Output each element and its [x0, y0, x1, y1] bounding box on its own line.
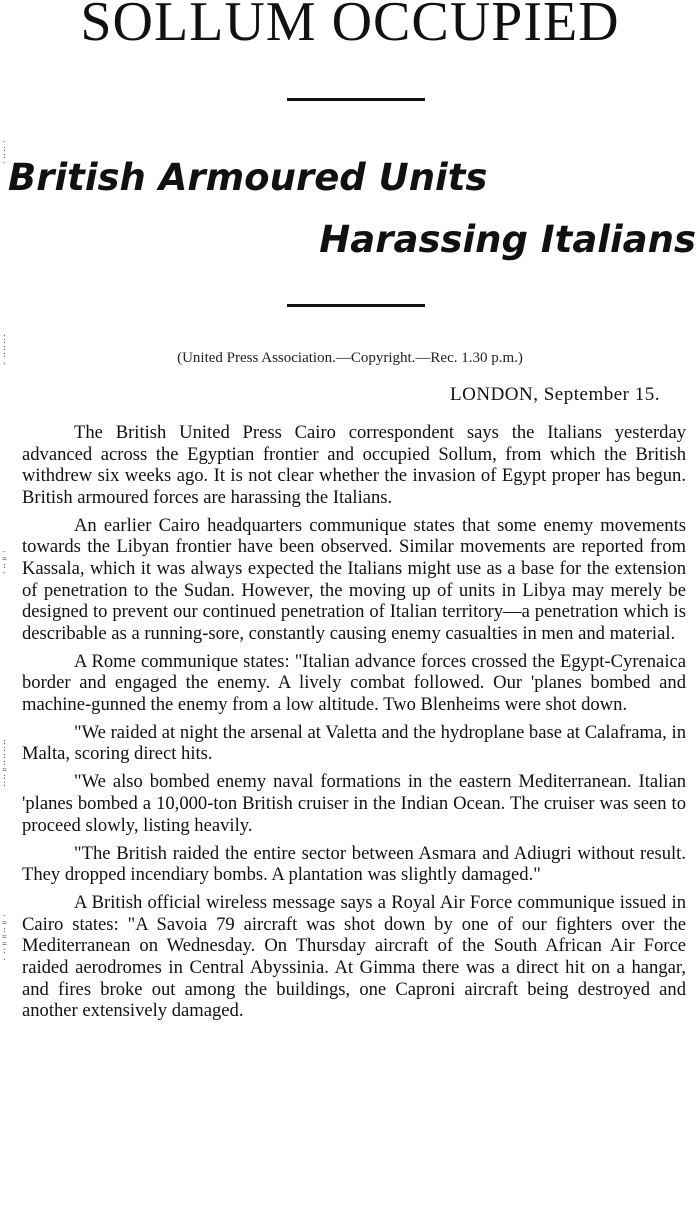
subheadline-line-1: British Armoured Units	[8, 156, 488, 199]
margin-scan-marks: - = : = = : .	[2, 911, 7, 962]
margin-scan-marks: - : : -	[2, 137, 7, 167]
subheadline-divider	[287, 304, 425, 307]
paragraph: An earlier Cairo headquarters communique states that some enemy movements towards the Libyan frontier have been observed. Similar movements are reported from Kassala, which it was always expected the Italians might use as a base for the extension of penetration to the Sudan. However, the moving up of units in Libya may merely be designed to prevent our continued penetration of Italian territory—a penetration which is describable as a running-sore, constantly causing enemy casualties in men and material.	[22, 514, 686, 644]
margin-scan-marks: - = : -	[2, 547, 7, 577]
wire-credit: (United Press Association.—Copyright.—Rec. 1.30 p.m.)	[177, 350, 523, 366]
margin-scan-marks: : : : : = : :	[2, 737, 7, 788]
margin-scan-marks: . : : : .	[2, 329, 7, 366]
paragraph: "We raided at night the arsenal at Valetta and the hydroplane base at Calaframa, in Malta, scoring direct hits.	[22, 721, 686, 765]
paragraph: "The British raided the entire sector between Asmara and Adiugri without result. They dropped incendiary bombs. A plantation was slightly damaged."	[22, 842, 686, 886]
headline-divider	[287, 98, 425, 101]
article-body	[22, 422, 686, 1028]
paragraph: A British official wireless message says a Royal Air Force communique issued in Cairo states: "A Savoia 79 aircraft was shot down by one of our fighters over the Mediterranean on Wednesday. On Thursday aircraft of the South African Air Force raided aerodromes in Central Abyssinia. At Gimma there was a direct hit on a hangar, and fires broke out among the buildings, one Caproni aircraft being destroyed and another extensively damaged.	[22, 892, 686, 1022]
subheadline-line-2: Harassing Italians	[319, 218, 696, 261]
paragraph: A Rome communique states: "Italian advance forces crossed the Egypt-Cyrenaica border and engaged the enemy. A lively combat followed. Our 'planes bombed and machine-gunned the enemy from a low altitude. Two Blenheims were shot down.	[22, 650, 686, 715]
paragraph: "We also bombed enemy naval formations in the eastern Mediterranean. Italian 'planes bombed a 10,000-ton British cruiser in the Indian Ocean. The cruiser was seen to proceed slowly, listing heavily.	[22, 771, 686, 836]
dateline: LONDON, September 15.	[450, 384, 660, 405]
headline: SOLLUM OCCUPIED	[80, 0, 620, 53]
paragraph: The British United Press Cairo correspondent says the Italians yesterday advanced across the Egyptian frontier and occupied Sollum, from which the British withdrew six weeks ago. It is not clear whether the invasion of Egypt proper has begun. British armoured forces are harassing the Italians.	[22, 422, 686, 508]
